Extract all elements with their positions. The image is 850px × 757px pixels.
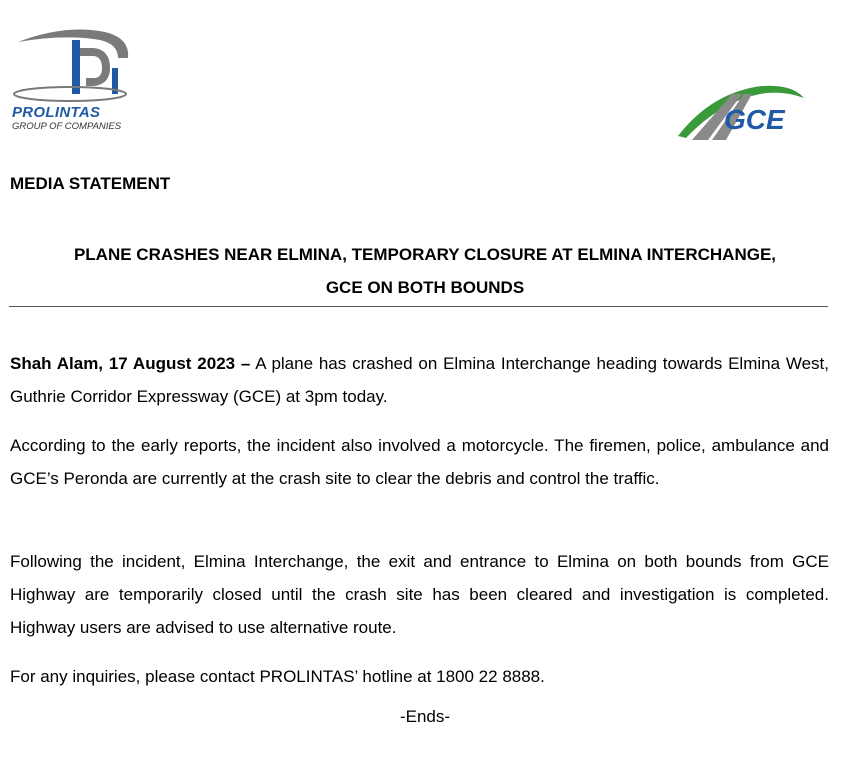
headline-line-1: PLANE CRASHES NEAR ELMINA, TEMPORARY CLOSURE AT ELMINA INTERCHANGE, (73, 245, 777, 264)
paragraph-1 (10, 347, 829, 413)
paragraph-1-text: A plane has crashed on Elmina Interchange heading towards Elmina West, Guthrie Corridor Expressway (GCE) at 3pm today. (10, 354, 830, 406)
gce-wordmark: GCE (724, 104, 785, 135)
prolintas-wordmark: PROLINTAS (12, 104, 101, 121)
prolintas-logo (10, 24, 140, 134)
headline (0, 238, 850, 304)
statement-label: MEDIA STATEMENT (10, 174, 171, 193)
ends-marker: -Ends- (399, 707, 451, 726)
dateline: Shah Alam, 17 August 2023 – (10, 354, 251, 373)
divider (9, 306, 828, 307)
paragraph-2: According to the early reports, the incident also involved a motorcycle. The firemen, police, ambulance and GCE’s Peronda are currently at the crash site to clear the debris and control the traffic. (10, 436, 829, 488)
paragraph-3: Following the incident, Elmina Interchange, the exit and entrance to Elmina on both bounds from GCE Highway are temporarily closed until the crash site has been cleared and investigation is completed. Highway users are advised to use alternative route. (10, 552, 829, 637)
gce-logo (672, 78, 807, 144)
prolintas-logo-icon (10, 24, 140, 104)
paragraph-4: For any inquiries, please contact PROLINTAS’ hotline at 1800 22 8888. (10, 667, 545, 686)
prolintas-tagline: GROUP OF COMPANIES (12, 121, 122, 132)
headline-line-2: GCE ON BOTH BOUNDS (325, 278, 525, 297)
